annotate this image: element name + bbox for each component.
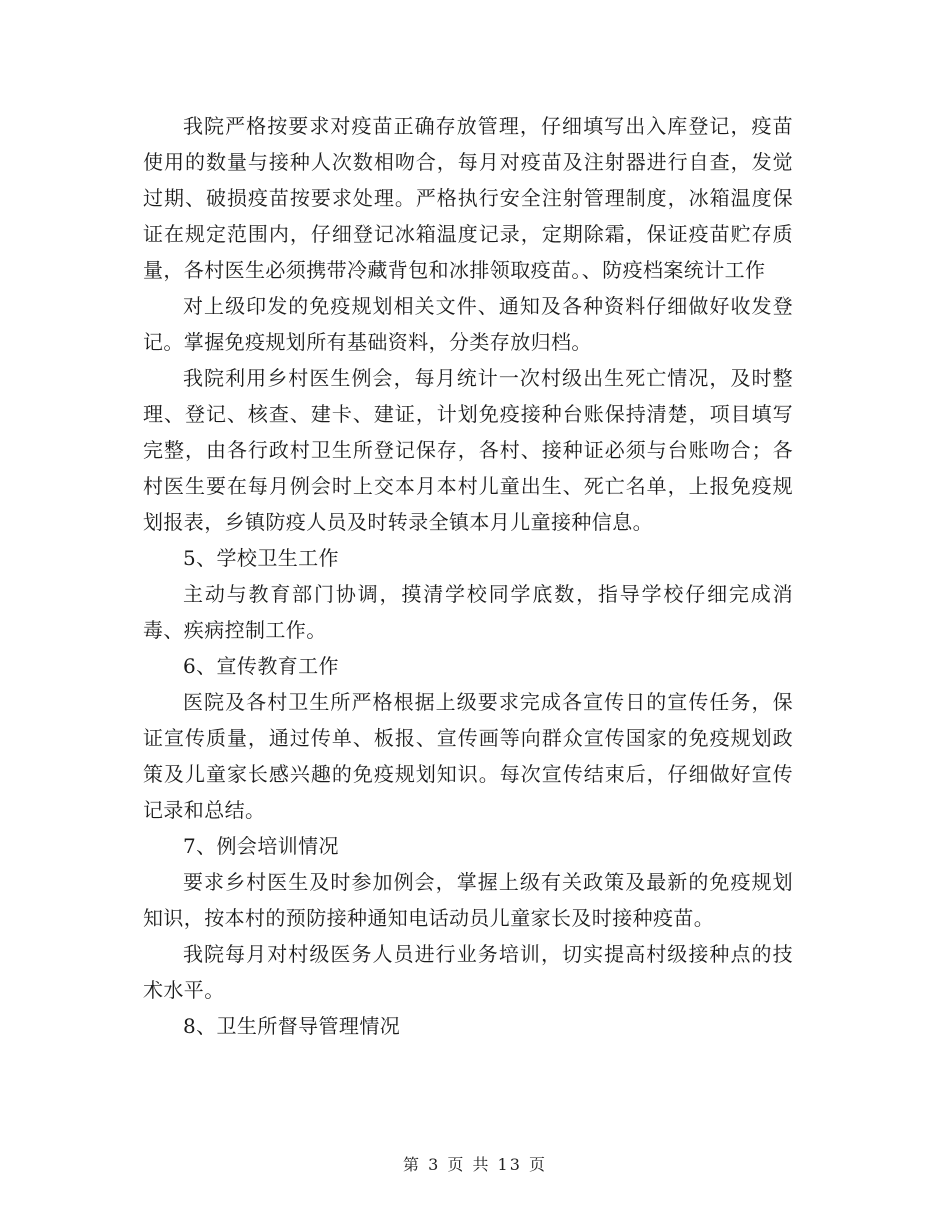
section-heading-school-health: 5、学校卫生工作 [183,546,339,570]
paragraph-meeting-attendance: 要求乡村医生及时参加例会，掌握上级有关政策及最新的免疫规划知识，按本村的预防接种通知电话动员儿童家长及时接种疫苗。 [143,870,793,930]
paragraph-vaccine-storage: 我院严格按要求对疫苗正确存放管理，仔细填写出入库登记，疫苗使用的数量与接种人次数相吻合，每月对疫苗及注射器进行自查，发觉过期、破损疫苗按要求处理。严格执行安全注射管理制度，冰箱温度保证在规定范围内，仔细登记冰箱温度记录，定期除霜，保证疫苗贮存质量，各村医生必须携带冷藏背包和冰排领取疫苗。、防疫档案统计工作 [143,114,793,282]
paragraph-school-health: 主动与教育部门协调，摸清学校同学底数，指导学校仔细完成消毒、疾病控制工作。 [143,582,793,642]
page-footer: 第 3 页 共 13 页 [403,1155,547,1174]
paragraph-staff-training: 我院每月对村级医务人员进行业务培训，切实提高村级接种点的技术水平。 [143,942,793,1002]
section-heading-meeting-training: 7、例会培训情况 [183,834,339,858]
section-heading-supervision: 8、卫生所督导管理情况 [183,1014,401,1038]
paragraph-document-registration: 对上级印发的免疫规划相关文件、通知及各种资料仔细做好收发登记。掌握免疫规划所有基础资料，分类存放归档。 [143,294,793,354]
section-heading-publicity-education: 6、宣传教育工作 [183,654,339,678]
document-body [143,108,793,1044]
paragraph-publicity-education: 医院及各村卫生所严格根据上级要求完成各宣传日的宣传任务，保证宣传质量，通过传单、板报、宣传画等向群众宣传国家的免疫规划政策及儿童家长感兴趣的免疫规划知识。每次宣传结束后，仔细做好宣传记录和总结。 [143,690,793,822]
paragraph-birth-death-statistics: 我院利用乡村医生例会，每月统计一次村级出生死亡情况，及时整理、登记、核查、建卡、建证，计划免疫接种台账保持清楚，项目填写完整，由各行政村卫生所登记保存，各村、接种证必须与台账吻合；各村医生要在每月例会时上交本月本村儿童出生、死亡名单，上报免疫规划报表，乡镇防疫人员及时转录全镇本月儿童接种信息。 [143,366,793,534]
